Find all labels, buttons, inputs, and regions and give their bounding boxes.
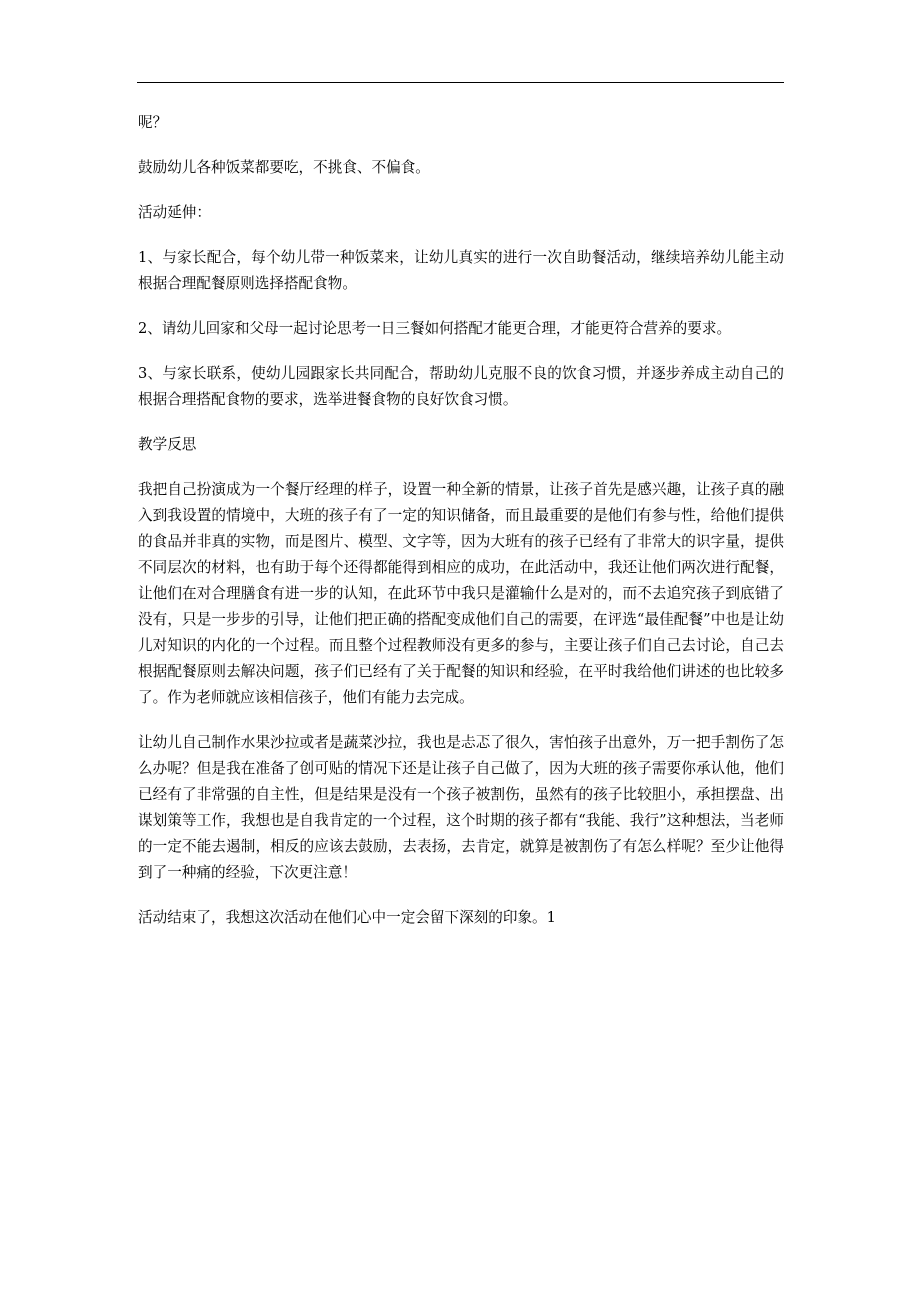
paragraph-extension-2: 2、请幼儿回家和父母一起讨论思考一日三餐如何搭配才能更合理，才能更符合营养的要求。 xyxy=(138,320,732,337)
heading-teaching-reflection: 教学反思 xyxy=(138,436,197,453)
paragraph-extension-3: 3、与家长联系，使幼儿园跟家长共同配合，帮助幼儿克服不良的饮食习惯，并逐步养成主动自己的根据合理搭配食物的要求，选举进餐食物的良好饮食习惯。 xyxy=(138,365,784,408)
paragraph-reflection-1: 我把自己扮演成为一个餐厅经理的样子，设置一种全新的情景，让孩子首先是感兴趣，让孩子真的融入到我设置的情境中，大班的孩子有了一定的知识储备，而且最重要的是他们有参与性，给他们提供的食品并非真的实物，而是图片、模型、文字等，因为大班有的孩子已经有了非常大的识字量，提供不同层次的材料，也有助于每个还得都能得到相应的成功，在此活动中，我还让他们两次进行配餐，让他们在对合理膳食有进一步的认知，在此环节中我只是灌输什么是对的，而不去追究孩子到底错了没有，只是一步步的引导，让他们把正确的搭配变成他们自己的需要，在评选“最佳配餐”中也是让幼儿对知识的内化的一个过程。而且整个过程教师没有更多的参与，主要让孩子们自己去讨论，自己去根据配餐原则去解决问题，孩子们已经有了关于配餐的知识和经验，在平时我给他们讲述的也比较多了。作为老师就应该相信孩子，他们有能力去完成。 xyxy=(138,481,784,706)
paragraph-encourage: 鼓励幼儿各种饭菜都要吃，不挑食、不偏食。 xyxy=(138,159,430,176)
heading-activity-extension: 活动延伸： xyxy=(138,204,211,221)
paragraph-continuation: 呢？ xyxy=(138,114,168,131)
paragraph-conclusion: 活动结束了，我想这次活动在他们心中一定会留下深刻的印象。1 xyxy=(138,909,556,926)
paragraph-extension-1: 1、与家长配合，每个幼儿带一种饭菜来，让幼儿真实的进行一次自助餐活动，继续培养幼儿能主动根据合理配餐原则选择搭配食物。 xyxy=(138,249,784,292)
document-body xyxy=(138,110,784,950)
paragraph-reflection-2: 让幼儿自己制作水果沙拉或者是蔬菜沙拉，我也是忐忑了很久，害怕孩子出意外，万一把手割伤了怎么办呢？但是我在准备了创可贴的情况下还是让孩子自己做了，因为大班的孩子需要你承认他，他们已经有了非常强的自主性，但是结果是没有一个孩子被割伤，虽然有的孩子比较胆小，承担摆盘、出谋划策等工作，我想也是自我肯定的一个过程，这个时期的孩子都有“我能、我行”这种想法，当老师的一定不能去遏制，相反的应该去鼓励，去表扬，去肯定，就算是被割伤了有怎么样呢？至少让他得到了一种痛的经验，下次更注意！ xyxy=(138,734,784,881)
header-rule xyxy=(137,82,784,83)
